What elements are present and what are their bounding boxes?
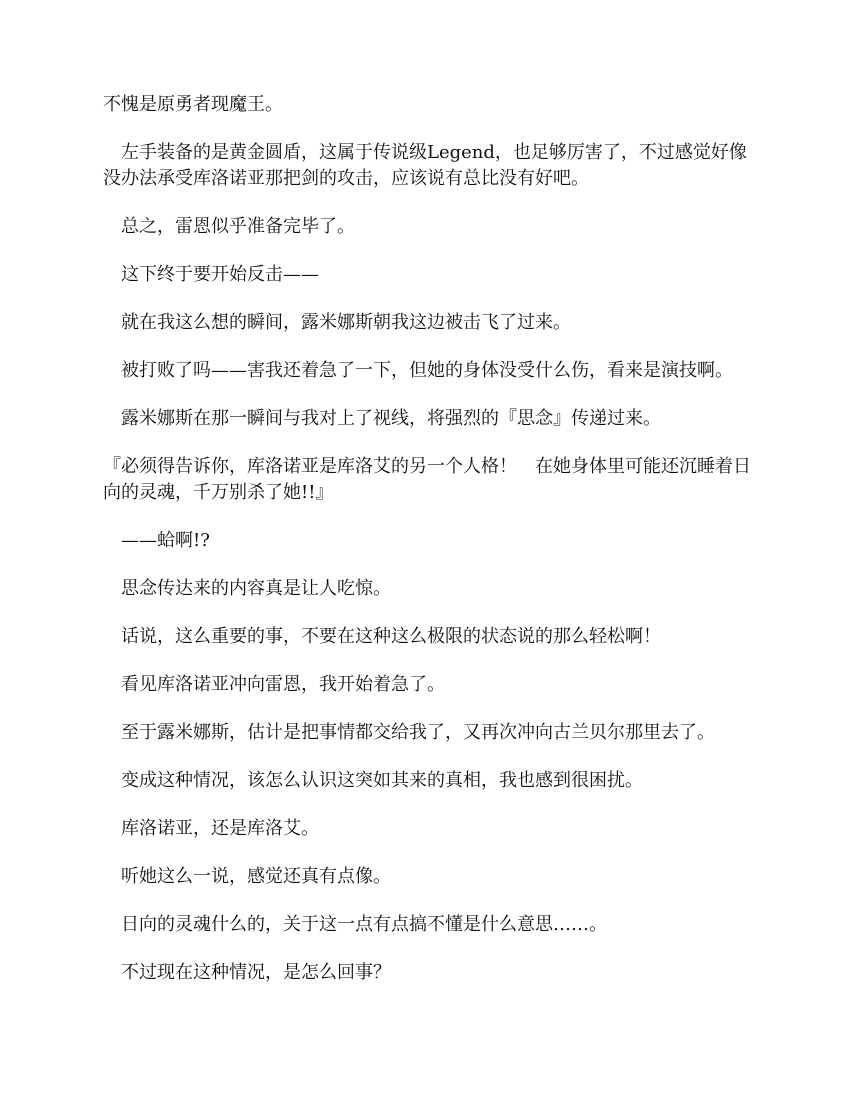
paragraph: ——蛤啊!?	[103, 530, 210, 551]
paragraph: 不过现在这种情况，是怎么回事？	[103, 962, 391, 983]
paragraph: 看见库洛诺亚冲向雷恩，我开始着急了。	[103, 674, 445, 695]
paragraph: 被打败了吗——害我还着急了一下，但她的身体没受什么伤，看来是演技啊。	[103, 360, 733, 381]
document-body	[103, 92, 753, 1008]
paragraph: 总之，雷恩似乎准备完毕了。	[103, 216, 355, 237]
paragraph: 日向的灵魂什么的，关于这一点有点搞不懂是什么意思……。	[103, 914, 607, 935]
paragraph: 库洛诺亚，还是库洛艾。	[103, 818, 319, 839]
paragraph: 左手装备的是黄金圆盾，这属于传说级Legend，也足够厉害了，不过感觉好像没办法承受库洛诺亚那把剑的攻击，应该说有总比没有好吧。	[103, 142, 747, 189]
paragraph: 不愧是原勇者现魔王。	[103, 94, 283, 115]
paragraph: 『必须得告诉你，库洛诺亚是库洛艾的另一个人格！ 在她身体里可能还沉睡着日向的灵魂，千万别杀了她!!』	[103, 456, 751, 503]
paragraph: 露米娜斯在那一瞬间与我对上了视线，将强烈的『思念』传递过来。	[103, 408, 661, 429]
paragraph: 就在我这么想的瞬间，露米娜斯朝我这边被击飞了过来。	[103, 312, 571, 333]
paragraph: 思念传达来的内容真是让人吃惊。	[103, 578, 391, 599]
paragraph: 至于露米娜斯，估计是把事情都交给我了，又再次冲向古兰贝尔那里去了。	[103, 722, 715, 743]
paragraph: 听她这么一说，感觉还真有点像。	[103, 866, 391, 887]
paragraph: 变成这种情况，该怎么认识这突如其来的真相，我也感到很困扰。	[103, 770, 643, 791]
paragraph: 这下终于要开始反击——	[103, 264, 319, 285]
paragraph: 话说，这么重要的事，不要在这种这么极限的状态说的那么轻松啊！	[103, 626, 661, 647]
